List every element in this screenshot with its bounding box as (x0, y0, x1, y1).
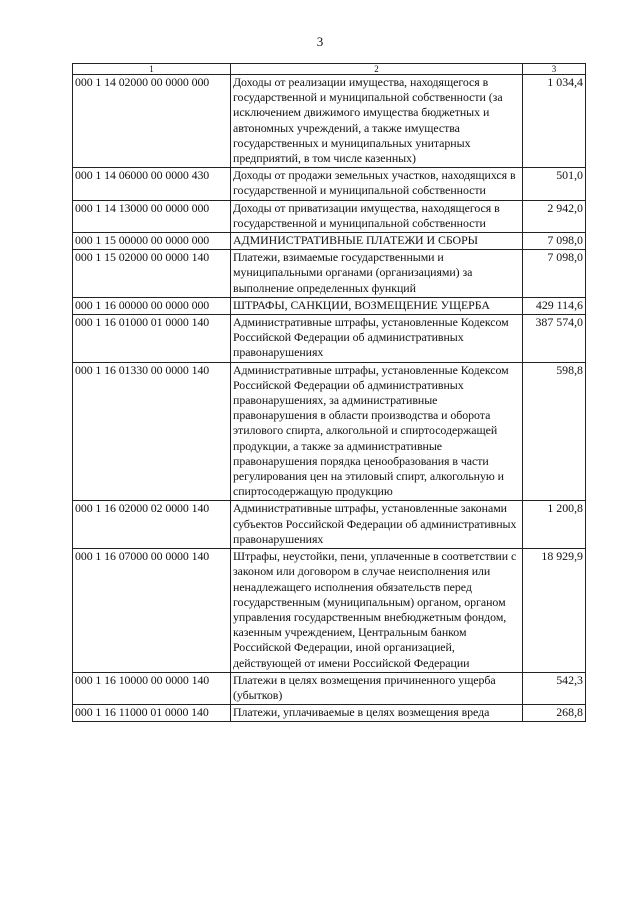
row-name: Штрафы, неустойки, пени, уплаченные в соответствии с законом или договором в случае неисполнения или ненадлежащего исполнения обязательств перед государственным (муниципальным) органом, органом управления государственным внебюджетным фондом, казенным учреждением, Центральным банком Российской Федерации, иной организацией, действующей от имени Российской Федерации (231, 549, 523, 673)
row-value: 2 942,0 (523, 200, 586, 232)
table-row (73, 200, 586, 232)
row-code: 000 1 15 02000 00 0000 140 (73, 250, 231, 298)
table-header-row (73, 64, 586, 75)
row-code: 000 1 16 07000 00 0000 140 (73, 549, 231, 673)
row-name: Платежи, взимаемые государственными и муниципальными органами (организациями) за выполнение определенных функций (231, 250, 523, 298)
row-code: 000 1 16 01000 01 0000 140 (73, 315, 231, 363)
table-row (73, 501, 586, 549)
row-name: ШТРАФЫ, САНКЦИИ, ВОЗМЕЩЕНИЕ УЩЕРБА (231, 297, 523, 314)
row-code: 000 1 15 00000 00 0000 000 (73, 233, 231, 250)
row-name: Доходы от реализации имущества, находящегося в государственной и муниципальной собственности (за исключением движимого имущества бюджетных и автономных учреждений, а также имущества государственных и муниципальных унитарных предприятий, в том числе казенных) (231, 75, 523, 168)
row-name: Доходы от продажи земельных участков, находящихся в государственной и муниципальной собственности (231, 168, 523, 200)
table-row (73, 297, 586, 314)
column-header-code: 1 (73, 64, 231, 75)
table-row (73, 705, 586, 722)
row-name: Платежи, уплачиваемые в целях возмещения вреда (231, 705, 523, 722)
table-row (73, 362, 586, 501)
row-value: 18 929,9 (523, 549, 586, 673)
row-code: 000 1 16 02000 02 0000 140 (73, 501, 231, 549)
row-code: 000 1 16 11000 01 0000 140 (73, 705, 231, 722)
row-code: 000 1 16 01330 00 0000 140 (73, 362, 231, 501)
row-code: 000 1 14 13000 00 0000 000 (73, 200, 231, 232)
table-row (73, 672, 586, 704)
table-row (73, 250, 586, 298)
row-name: Платежи в целях возмещения причиненного ущерба (убытков) (231, 672, 523, 704)
table-row (73, 315, 586, 363)
row-name: Административные штрафы, установленные Кодексом Российской Федерации об административных правонарушениях, за административные правонарушения в области производства и оборота этилового спирта, алкогольной и спиртосодержащей продукции, а также за административные правонарушения порядка ценообразования в части регулирования цен на этиловый спирт, алкогольную и спиртосодержащую продукцию (231, 362, 523, 501)
row-name: Доходы от приватизации имущества, находящегося в государственной и муниципальной собственности (231, 200, 523, 232)
table-row (73, 168, 586, 200)
row-name: Административные штрафы, установленные законами субъектов Российской Федерации об административных правонарушениях (231, 501, 523, 549)
row-value: 598,8 (523, 362, 586, 501)
row-value: 542,3 (523, 672, 586, 704)
row-code: 000 1 16 00000 00 0000 000 (73, 297, 231, 314)
row-value: 429 114,6 (523, 297, 586, 314)
row-code: 000 1 14 06000 00 0000 430 (73, 168, 231, 200)
row-value: 268,8 (523, 705, 586, 722)
column-header-name: 2 (231, 64, 523, 75)
row-value: 7 098,0 (523, 233, 586, 250)
row-name: АДМИНИСТРАТИВНЫЕ ПЛАТЕЖИ И СБОРЫ (231, 233, 523, 250)
row-code: 000 1 16 10000 00 0000 140 (73, 672, 231, 704)
table-row (73, 75, 586, 168)
budget-revenue-table (72, 63, 586, 722)
row-name: Административные штрафы, установленные Кодексом Российской Федерации об административных правонарушениях (231, 315, 523, 363)
row-code: 000 1 14 02000 00 0000 000 (73, 75, 231, 168)
table-row (73, 233, 586, 250)
row-value: 1 034,4 (523, 75, 586, 168)
table-row (73, 549, 586, 673)
row-value: 387 574,0 (523, 315, 586, 363)
column-header-value: 3 (523, 64, 586, 75)
page-number: 3 (316, 34, 324, 49)
row-value: 501,0 (523, 168, 586, 200)
row-value: 7 098,0 (523, 250, 586, 298)
row-value: 1 200,8 (523, 501, 586, 549)
